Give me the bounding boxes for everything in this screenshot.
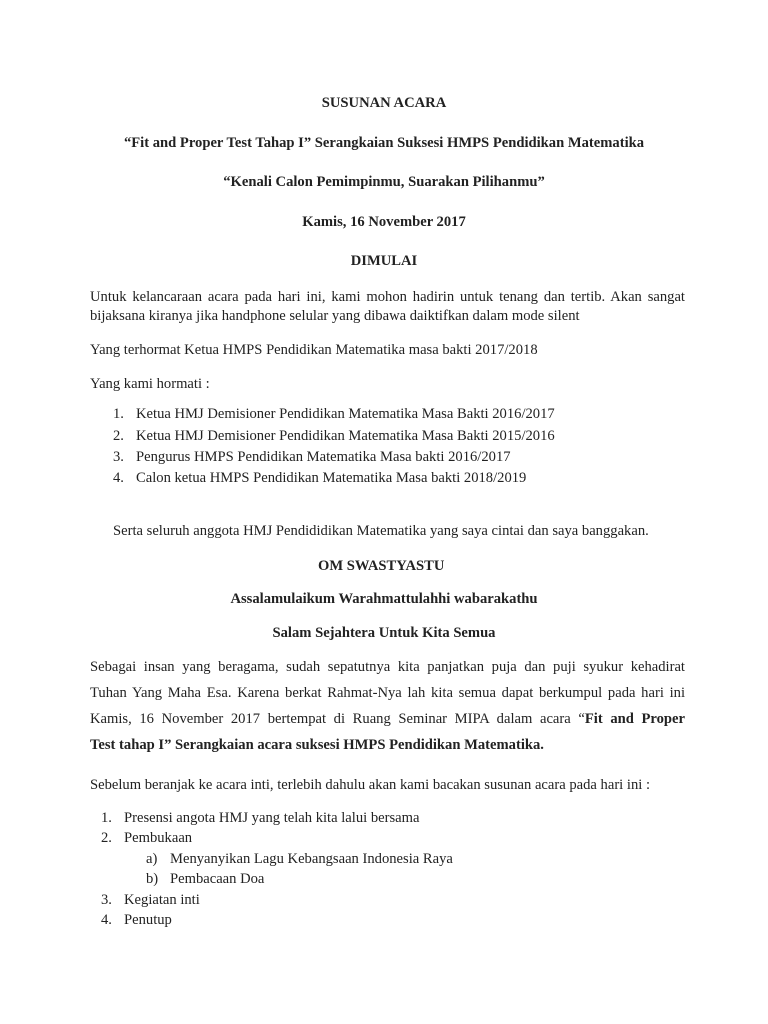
list-number: 2. <box>101 830 112 846</box>
agenda-subitem <box>146 870 264 888</box>
list-number: 1. <box>113 406 124 422</box>
paragraph-bold-text: Fit and Proper <box>584 711 685 727</box>
agenda-item <box>101 891 200 909</box>
agenda-subitem <box>146 850 453 868</box>
list-number: 1. <box>101 810 112 826</box>
list-text: Ketua HMJ Demisioner Pendidikan Matematika Masa Bakti 2016/2017 <box>136 406 555 422</box>
event-subtitle: “Fit and Proper Test Tahap I” Serangkaian Suksesi HMPS Pendidikan Matematika <box>123 135 645 151</box>
list-item <box>113 448 511 466</box>
list-text: Pembacaan Doa <box>170 871 265 887</box>
list-item <box>113 427 555 445</box>
list-text: Pengurus HMPS Pendidikan Matematika Masa bakti 2016/2017 <box>136 449 511 465</box>
list-text: Presensi angota HMJ yang telah kita lalui bersama <box>124 810 420 826</box>
list-text: Menyanyikan Lagu Kebangsaan Indonesia Raya <box>170 851 453 867</box>
honored-label: Yang kami hormati : <box>90 376 210 392</box>
paragraph-line: Sebagai insan yang beragama, sudah sepatutnya kita panjatkan puja dan puji syukur kehadirat <box>90 659 685 675</box>
intro-line: Untuk kelancaraan acara pada hari ini, kami mohon hadirin untuk tenang dan tertib. Akan sangat <box>90 289 685 305</box>
intro-line: bijaksana kiranya jika handphone selular yang dibawa daiktifkan dalam mode silent <box>90 308 580 324</box>
list-item <box>113 405 555 423</box>
list-number: 3. <box>101 892 112 908</box>
list-text: Calon ketua HMPS Pendidikan Matematika Masa bakti 2018/2019 <box>136 470 527 486</box>
list-text: Pembukaan <box>124 830 193 846</box>
greeting-om-swastyastu: OM SWASTYASTU <box>318 558 445 574</box>
start-heading: DIMULAI <box>350 253 418 269</box>
agenda-item <box>101 809 419 827</box>
list-letter: a) <box>146 851 158 867</box>
paragraph-line <box>90 710 685 728</box>
members-line: Serta seluruh anggota HMJ Pendididikan Matematika yang saya cintai dan saya banggakan. <box>113 523 649 539</box>
list-number: 4. <box>101 912 112 928</box>
paragraph-line: Test tahap I” Serangkaian acara suksesi HMPS Pendidikan Matematika. <box>90 737 544 753</box>
greeting-assalamualaikum: Assalamulaikum Warahmattulahhi wabarakathu <box>230 591 538 607</box>
list-text: Kegiatan inti <box>124 892 200 908</box>
agenda-item <box>101 829 192 847</box>
list-item <box>113 469 526 487</box>
event-date: Kamis, 16 November 2017 <box>302 214 466 230</box>
list-number: 3. <box>113 449 124 465</box>
list-number: 2. <box>113 428 124 444</box>
list-text: Penutup <box>124 912 172 928</box>
list-number: 4. <box>113 470 124 486</box>
greeting-salam-sejahtera: Salam Sejahtera Untuk Kita Semua <box>272 625 496 641</box>
event-tagline: “Kenali Calon Pemimpinmu, Suarakan Pilihanmu” <box>223 174 545 190</box>
list-letter: b) <box>146 871 159 887</box>
agenda-intro: Sebelum beranjak ke acara inti, terlebih dahulu akan kami bacakan susunan acara pada hari ini : <box>90 777 650 793</box>
honored-chair: Yang terhormat Ketua HMPS Pendidikan Matematika masa bakti 2017/2018 <box>90 342 538 358</box>
agenda-item <box>101 911 172 929</box>
paragraph-text: Kamis, 16 November 2017 bertempat di Ruang Seminar MIPA dalam acara “ <box>90 711 585 727</box>
list-text: Ketua HMJ Demisioner Pendidikan Matematika Masa Bakti 2015/2016 <box>136 428 555 444</box>
document-title: SUSUNAN ACARA <box>321 95 447 111</box>
paragraph-line: Tuhan Yang Maha Esa. Karena berkat Rahmat-Nya lah kita semua dapat berkumpul pada hari ini <box>90 685 685 701</box>
